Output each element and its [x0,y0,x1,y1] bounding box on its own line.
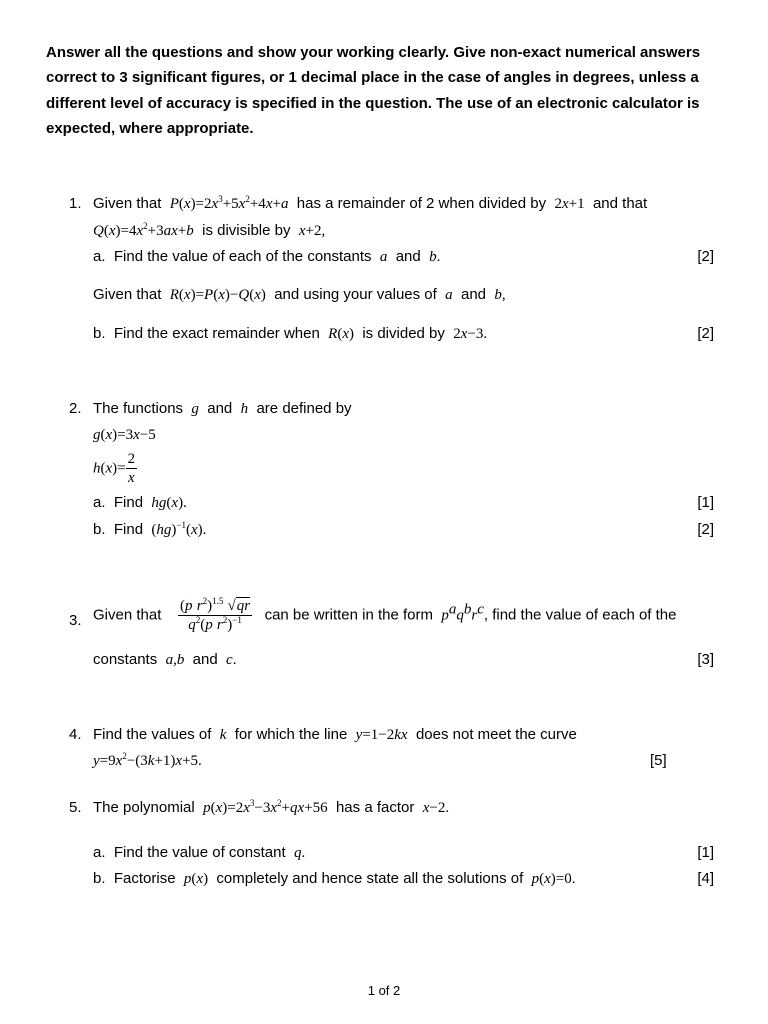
question-number: 5. [69,799,82,816]
part-a: a. Find the value of constant q. [93,844,306,861]
page-number: 1 of 2 [367,983,401,998]
mark: [3] [697,651,714,668]
mark: [1] [697,494,714,511]
question-line: The functions g and h are defined by [93,400,352,417]
mark: [1] [697,844,714,861]
instructions: Answer all the questions and show your working clearly. Give non-exact numerical answers correct to 3 significant figures, or 1 decimal place in the case of angles in degrees, unless a different level of accuracy is specified in the question. The use of an electronic calculator is expected, where appropriate. [46,44,701,137]
part-b: b. Factorise p(x) completely and hence state all the solutions of p(x)=0. [93,870,576,887]
mark: [2] [697,248,714,265]
part-a: a. Find hg(x). [93,494,187,511]
question-line: The polynomial $p(x)=2x^3-3x^2+qx+56$ has a factor x−2. [93,798,450,816]
part-b: b. Find (hg)$^{-1}$(x). [93,520,207,538]
question-line: $Q(x)=4x^2+3ax+b$ is divisible by x+2, [93,221,326,239]
function-h: h(x)= $\frac{2}{x}$ [93,451,136,486]
question-number: 3. [69,612,82,629]
question-line: $y=9x^2-(3k+1)x+5$. [93,751,202,769]
mark: [2] [697,325,714,342]
mark: [5] [650,752,667,769]
question-line: Given that $P(x)=2x^3+5x^2+4x+a$ has a remainder of 2 when divided by 2x+1 and that [93,194,648,212]
question-line: Find the values of k for which the line y=1−2kx does not meet the curve [93,726,577,743]
expression-fraction: $\frac{(p r^2)^{1.5} √qr}{q^2(p r^2)^{-1}}$ [180,596,251,633]
question-line: Given that $\frac{(p r^2)^{1.5} √qr}{q^2(p r^2)^{-1}}$ can be written in the form $p^aq^br^c$, find the value of each of the [93,596,677,633]
part-a: a. Find the value of each of the constants a and b. [93,248,441,265]
part-b: b. Find the exact remainder when R(x) is divided by 2x−3. [93,325,488,342]
function-g: g(x)=3x−5 [93,427,156,443]
question-line: Given that R(x)=P(x)−Q(x) and using your values of a and b, [93,286,506,303]
question-number: 4. [69,726,82,743]
question-number: 1. [69,195,82,212]
question-number: 2. [69,400,82,417]
mark: [2] [697,521,714,538]
mark: [4] [697,870,714,887]
question-line: constants a,b and c. [93,651,237,668]
